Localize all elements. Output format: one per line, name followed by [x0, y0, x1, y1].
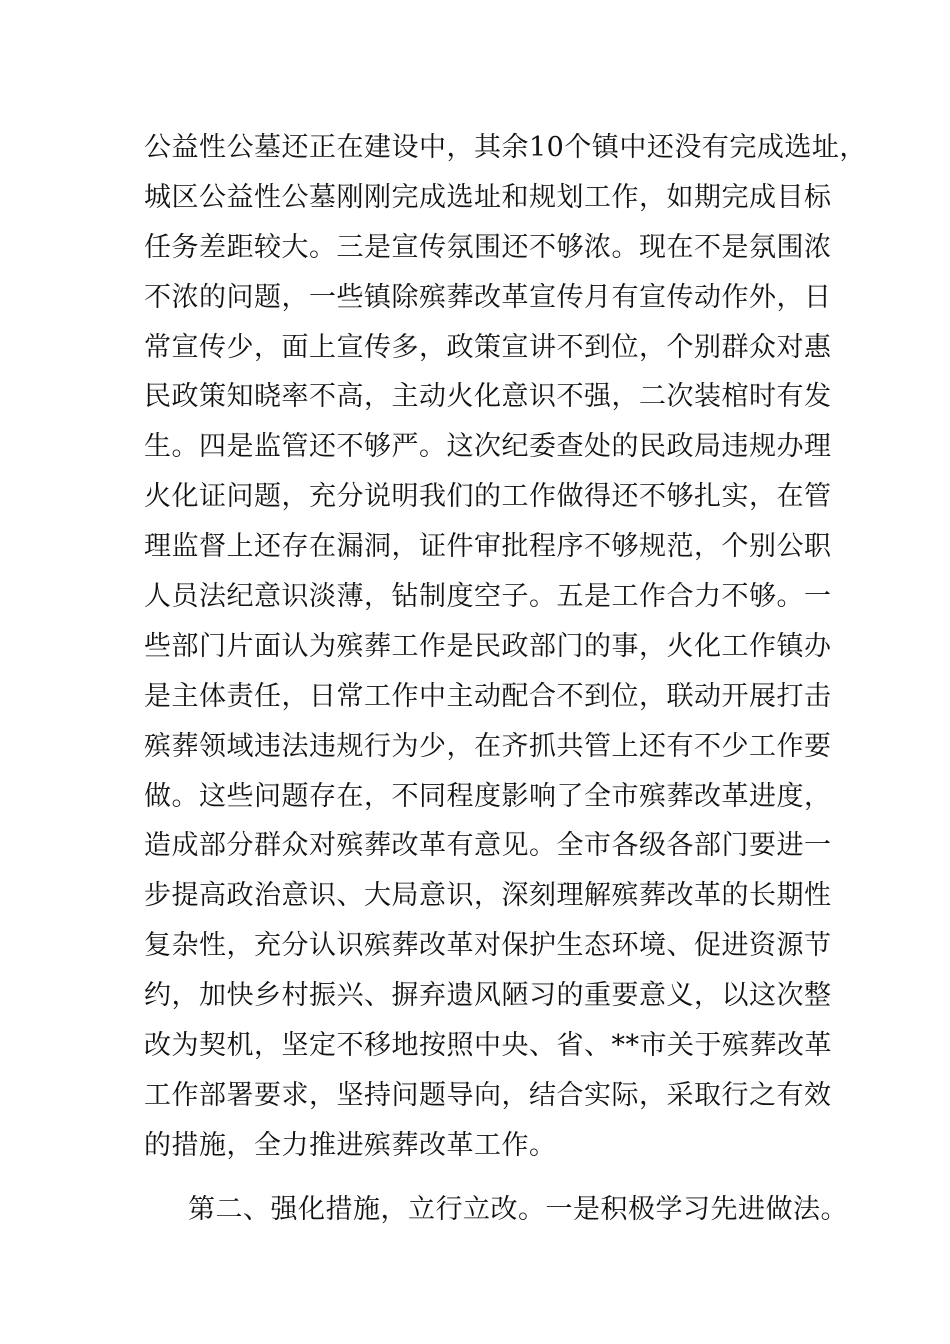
paragraph-spacer [144, 1176, 844, 1190]
text-line: 常宣传少，面上宣传多，政策宣讲不到位，个别群众对惠 [144, 331, 832, 363]
text-line: 复杂性，充分认识殡葬改革对保护生态环境、促进资源节 [144, 930, 832, 962]
text-line: 些部门片面认为殡葬工作是民政部门的事，火化工作镇办 [144, 630, 832, 662]
text-line: 不浓的问题，一些镇除殡葬改革宣传月有宣传动作外，日 [144, 281, 832, 313]
text-line: 做。这些问题存在，不同程度影响了全市殡葬改革进度， [144, 780, 832, 812]
text-line: 约，加快乡村振兴、摒弃遗风陋习的重要意义，以这次整 [144, 980, 832, 1012]
text-line: 理监督上还存在漏洞，证件审批程序不够规范，个别公职 [144, 531, 832, 563]
text-line: 任务差距较大。三是宣传氛围还不够浓。现在不是氛围浓 [144, 231, 832, 263]
text-line: 工作部署要求，坚持问题导向，结合实际，采取行之有效 [144, 1079, 832, 1111]
text-line: 改为契机，坚定不移地按照中央、省、**市关于殡葬改革 [144, 1030, 832, 1062]
text-line: 火化证问题，充分说明我们的工作做得还不够扎实，在管 [144, 481, 832, 513]
text-line: 造成部分群众对殡葬改革有意见。全市各级各部门要进一 [144, 830, 832, 862]
text-line: 的措施，全力推进殡葬改革工作。 [144, 1129, 557, 1161]
text-line: 是主体责任，日常工作中主动配合不到位，联动开展打击 [144, 680, 832, 712]
text-line: 城区公益性公墓刚刚完成选址和规划工作，如期完成目标 [144, 181, 832, 213]
body-text [144, 128, 867, 1240]
text-line: 民政策知晓率不高，主动火化意识不强，二次装棺时有发 [144, 381, 832, 413]
text-line: 殡葬领域违法违规行为少，在齐抓共管上还有不少工作要 [144, 730, 832, 762]
text-line: 人员法纪意识淡薄，钻制度空子。五是工作合力不够。一 [144, 581, 832, 613]
paragraph-heading-line: 第二、强化措施，立行立改。一是积极学习先进做法。 [188, 1193, 848, 1225]
text-line: 生。四是监管还不够严。这次纪委查处的民政局违规办理 [144, 431, 832, 463]
text-line: 公益性公墓还正在建设中，其余10个镇中还没有完成选址， [144, 132, 867, 163]
text-line: 步提高政治意识、大局意识，深刻理解殡葬改革的长期性 [144, 880, 832, 912]
